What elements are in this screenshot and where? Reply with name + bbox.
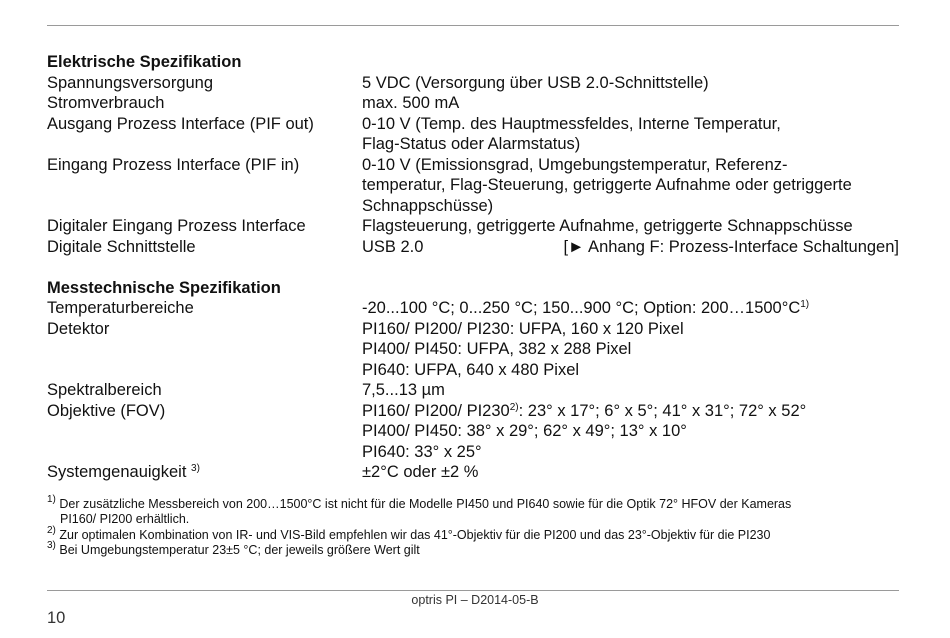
spec-label: Temperaturbereiche bbox=[47, 299, 194, 317]
spec-value-line: PI640: 33° x 25° bbox=[362, 442, 482, 461]
spec-row-pif-in bbox=[47, 155, 899, 217]
footnote-mark: 1) bbox=[47, 493, 56, 505]
footer-doc-id: optris PI – D2014-05-B bbox=[411, 593, 539, 607]
spec-row-lenses-fov bbox=[47, 401, 899, 463]
spec-value: 5 VDC (Versorgung über USB 2.0-Schnittstelle) bbox=[362, 73, 709, 92]
spec-label: Detektor bbox=[47, 319, 110, 338]
spec-row-power-consumption bbox=[47, 93, 899, 114]
footnote-ref: 1) bbox=[800, 299, 810, 310]
spec-label: Ausgang Prozess Interface (PIF out) bbox=[47, 114, 314, 133]
spec-row-system-accuracy bbox=[47, 462, 899, 483]
spec-label: Spannungsversorgung bbox=[47, 73, 214, 92]
spec-row-power-supply bbox=[47, 73, 899, 94]
footnote-ref: 2) bbox=[509, 401, 519, 413]
spec-label: Digitaler Eingang Prozess Interface bbox=[47, 217, 306, 235]
footnote bbox=[47, 493, 899, 528]
spec-label: Objektive (FOV) bbox=[47, 401, 166, 420]
spec-value bbox=[362, 401, 899, 463]
spec-value bbox=[362, 237, 899, 258]
footnote-text: PI160/ PI200 erhältlich. bbox=[60, 512, 190, 526]
spec-row-digital-input bbox=[47, 216, 899, 237]
page-number: 10 bbox=[47, 609, 66, 627]
spec-label: Spektralbereich bbox=[47, 381, 162, 399]
spec-label: Digitale Schnittstelle bbox=[47, 237, 196, 256]
appendix-reference: [► Anhang F: Prozess-Interface Schaltungen] bbox=[563, 237, 899, 256]
spec-value-line: PI160/ PI200/ PI230: UFPA, 160 x 120 Pixel bbox=[362, 319, 684, 338]
spec-value: max. 500 mA bbox=[362, 94, 460, 112]
spec-row-digital-interface bbox=[47, 237, 899, 258]
electrical-spec-heading: Elektrische Spezifikation bbox=[47, 53, 242, 71]
footnote bbox=[47, 540, 899, 559]
footer-rule bbox=[47, 590, 899, 591]
spec-row-temperature-ranges bbox=[47, 298, 899, 319]
spec-value-text: PI160/ PI200/ PI230 bbox=[362, 401, 510, 420]
spec-content bbox=[47, 52, 899, 559]
footnote-text: Bei Umgebungstemperatur 23±5 °C; der jeweils größere Wert gilt bbox=[55, 543, 420, 557]
spec-value-line: PI640: UFPA, 640 x 480 Pixel bbox=[362, 360, 580, 379]
spec-value-line: PI400/ PI450: 38° x 29°; 62° x 49°; 13° x 10° bbox=[362, 422, 687, 440]
spec-value: Flagsteuerung, getriggerte Aufnahme, getriggerte Schnappschüsse bbox=[362, 217, 853, 235]
spec-value-text: USB 2.0 bbox=[362, 237, 424, 256]
measurement-spec-heading: Messtechnische Spezifikation bbox=[47, 278, 281, 297]
spec-value-line: Schnappschüsse) bbox=[362, 196, 494, 215]
spec-value-line: 0-10 V (Emissionsgrad, Umgebungstemperatur, Referenz- bbox=[362, 155, 788, 174]
spec-value bbox=[362, 114, 899, 155]
spec-label-text: Systemgenauigkeit bbox=[47, 463, 187, 481]
footnote-mark: 2) bbox=[47, 524, 56, 536]
spec-value-line: Flag-Status oder Alarmstatus) bbox=[362, 135, 581, 153]
footnotes bbox=[47, 493, 899, 559]
footnote bbox=[47, 524, 899, 544]
spec-value bbox=[362, 155, 899, 217]
spec-value-line: 0-10 V (Temp. des Hauptmessfeldes, Interne Temperatur, bbox=[362, 114, 781, 133]
footnote-text: Der zusätzliche Messbereich von 200…1500°C ist nicht für die Modelle PI450 und PI640 sowie für die Optik 72° HFOV der Kameras bbox=[55, 496, 792, 511]
spec-label: Stromverbrauch bbox=[47, 94, 165, 112]
spec-row-pif-out bbox=[47, 114, 899, 155]
spec-value: 7,5...13 µm bbox=[362, 381, 445, 399]
spec-value bbox=[362, 298, 899, 319]
spec-value-text: -20...100 °C; 0...250 °C; 150...900 °C; Option: 200…1500°C bbox=[362, 299, 801, 317]
spec-value-line: temperatur, Flag-Steuerung, getriggerte Aufnahme oder getriggerte bbox=[362, 176, 852, 194]
footnote-ref: 3) bbox=[191, 463, 200, 474]
spec-value-text: : 23° x 17°; 6° x 5°; 41° x 31°; 72° x 52° bbox=[518, 401, 807, 420]
header-rule bbox=[47, 25, 899, 26]
spec-value: ±2°C oder ±2 % bbox=[362, 463, 479, 481]
footnote-mark: 3) bbox=[47, 540, 56, 551]
spec-row-spectral-range bbox=[47, 380, 899, 401]
spec-value-line: PI400/ PI450: UFPA, 382 x 288 Pixel bbox=[362, 340, 632, 358]
spec-label: Eingang Prozess Interface (PIF in) bbox=[47, 155, 300, 174]
spec-label bbox=[47, 462, 362, 483]
footnote-text: Zur optimalen Kombination von IR- und VIS-Bild empfehlen wir das 41°-Objektiv für die PI200 und das 23°-Objektiv für die PI230 bbox=[55, 527, 771, 542]
spec-row-detector bbox=[47, 319, 899, 381]
spec-value bbox=[362, 319, 899, 381]
